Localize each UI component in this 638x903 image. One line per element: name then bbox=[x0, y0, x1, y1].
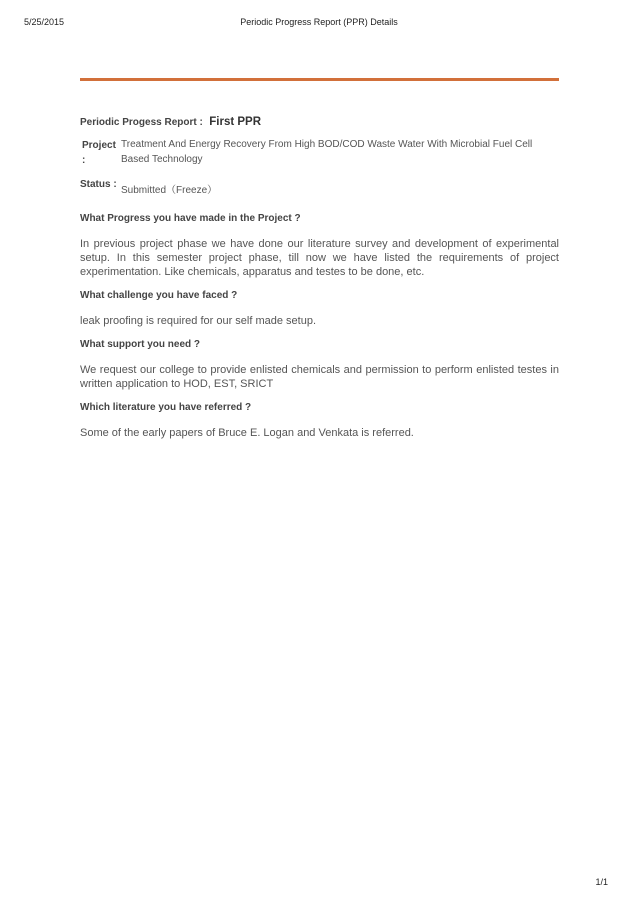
report-title-row bbox=[80, 112, 261, 130]
project-value: Treatment And Energy Recovery From High BOD/COD Waste Water With Microbial Fuel Cell Based Technology bbox=[121, 139, 533, 165]
answer-challenge: leak proofing is required for our self made setup. bbox=[80, 315, 317, 327]
answer-literature: Some of the early papers of Bruce E. Logan and Venkata is referred. bbox=[80, 427, 414, 439]
header-divider bbox=[80, 78, 559, 81]
question-progress: What Progress you have made in the Project ? bbox=[80, 213, 301, 224]
print-date: 5/25/2015 bbox=[24, 17, 65, 27]
page-number: 1/1 bbox=[595, 877, 608, 887]
status-value: Submitted（Freeze） bbox=[121, 185, 218, 196]
question-challenge: What challenge you have faced ? bbox=[80, 290, 238, 301]
status-label: Status : bbox=[80, 179, 117, 190]
question-support: What support you need ? bbox=[80, 339, 200, 350]
print-page-title: Periodic Progress Report (PPR) Details bbox=[240, 17, 398, 27]
question-literature: Which literature you have referred ? bbox=[80, 402, 252, 413]
project-label: Project : bbox=[82, 140, 116, 166]
answer-support: We request our college to provide enlisted chemicals and permission to perform enlisted testes in written application to HOD, EST, SRICT bbox=[80, 364, 559, 390]
report-title-label: Periodic Progess Report : bbox=[80, 117, 203, 128]
report-title-value: First PPR bbox=[209, 116, 262, 128]
answer-progress: In previous project phase we have done our literature survey and development of experimental setup. In this semester project phase, till now we have listed the requirements of project experimentation. Like chemicals, apparatus and testes to be done, etc. bbox=[80, 238, 559, 278]
